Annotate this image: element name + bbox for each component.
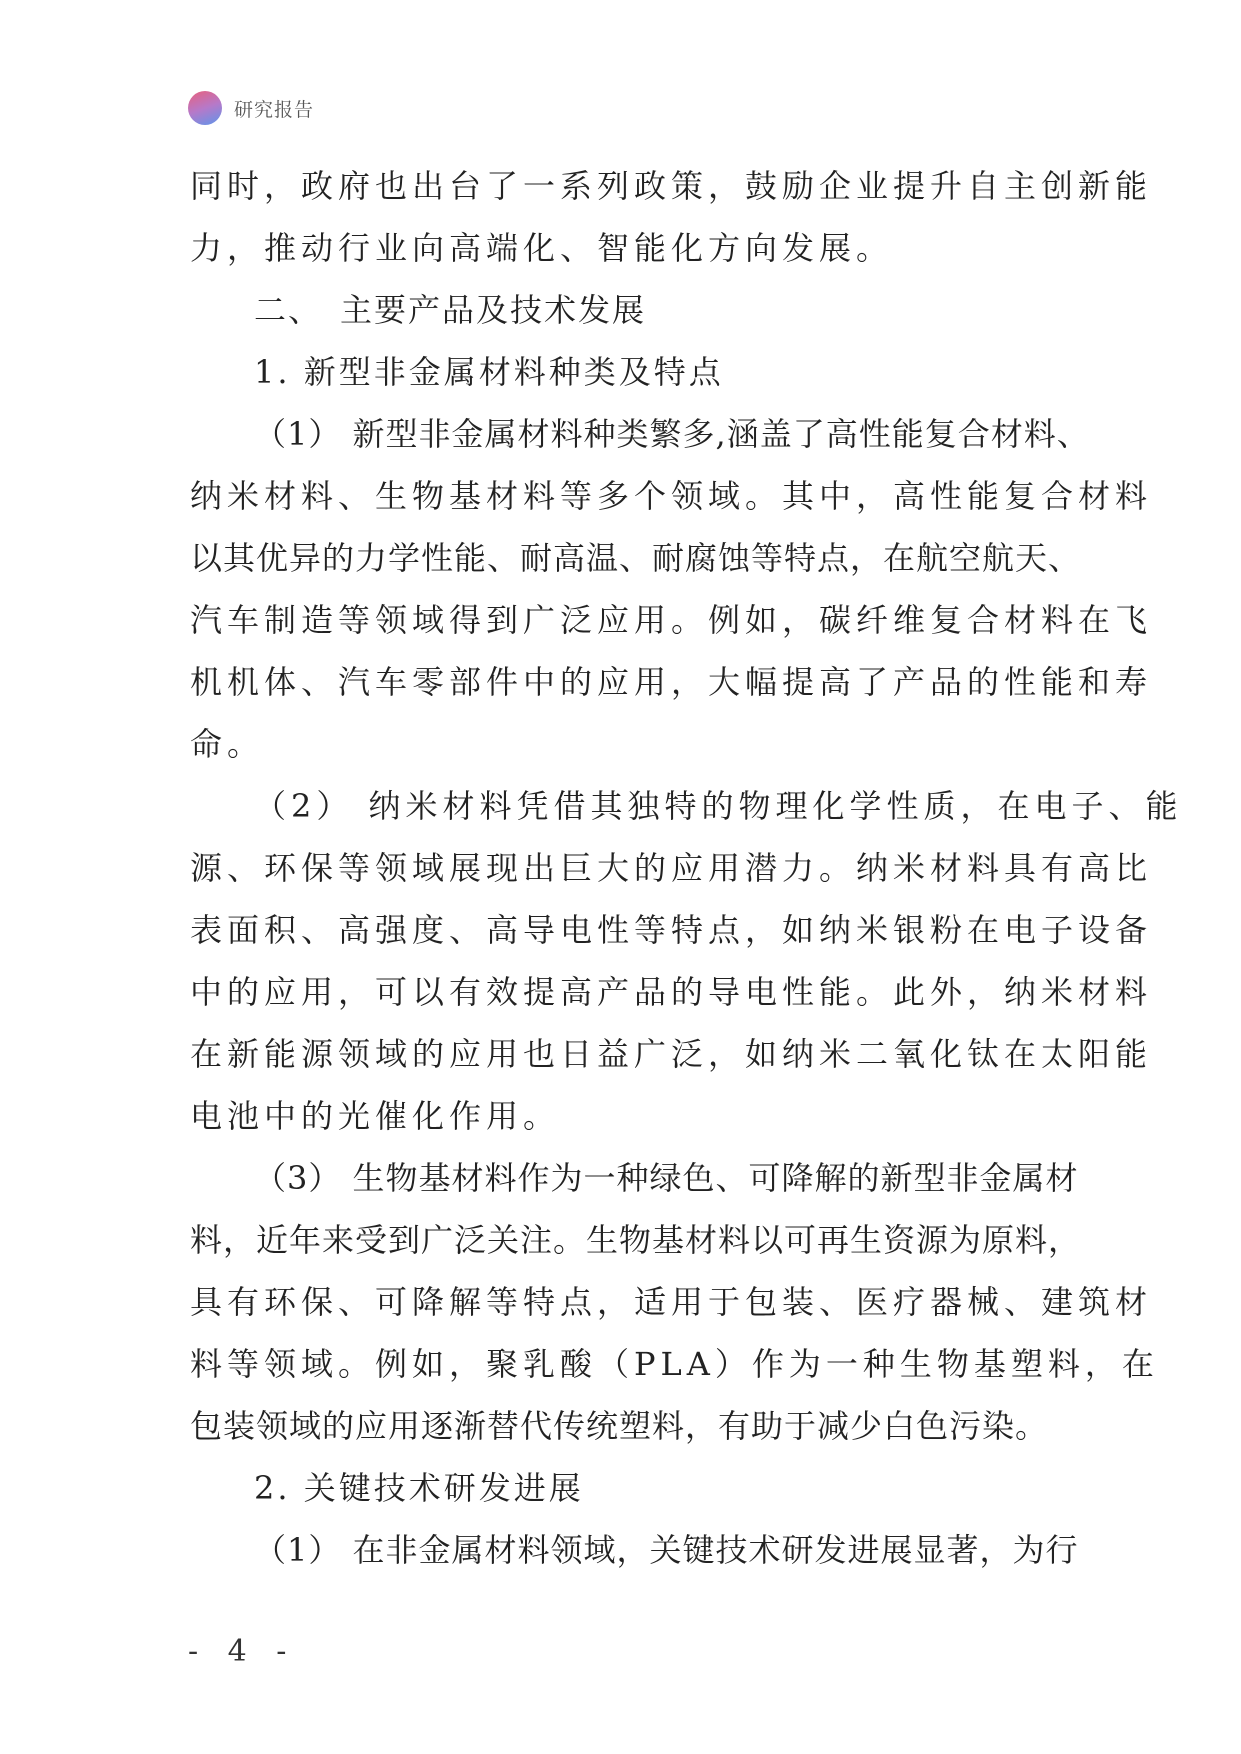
paragraph-line: 料，近年来受到广泛关注。生物基材料以可再生资源为原料， bbox=[190, 1221, 1082, 1259]
paragraph-line: 料等领域。例如，聚乳酸（PLA）作为一种生物基塑料，在 bbox=[190, 1345, 1159, 1383]
header-title: 研究报告 bbox=[234, 98, 315, 121]
paragraph-line: （1） 在非金属材料领域，关键技术研发进展显著，为行 bbox=[254, 1531, 1079, 1569]
paragraph-line: （2） 纳米材料凭借其独特的物理化学性质，在电子、能 bbox=[254, 787, 1183, 825]
paragraph-line: 具有环保、可降解等特点，适用于包装、医疗器械、建筑材 bbox=[190, 1283, 1153, 1321]
paragraph-line: 汽车制造等领域得到广泛应用。例如，碳纤维复合材料在飞 bbox=[190, 601, 1153, 639]
paragraph-line: 命。 bbox=[190, 725, 265, 763]
gradient-circle-logo-icon bbox=[188, 91, 222, 125]
paragraph-line: 纳米材料、生物基材料等多个领域。其中，高性能复合材料 bbox=[190, 477, 1153, 515]
paragraph-line: 中的应用，可以有效提高产品的导电性能。此外，纳米材料 bbox=[190, 973, 1153, 1011]
paragraph-line: （3） 生物基材料作为一种绿色、可降解的新型非金属材 bbox=[254, 1159, 1079, 1197]
section-heading: 二、 主要产品及技术发展 bbox=[254, 291, 647, 329]
paragraph-line: 在新能源领域的应用也日益广泛，如纳米二氧化钛在太阳能 bbox=[190, 1035, 1153, 1073]
page-number: - 4 - bbox=[188, 1634, 297, 1669]
paragraph-line: 机机体、汽车零部件中的应用，大幅提高了产品的性能和寿 bbox=[190, 663, 1153, 701]
paragraph-line: 力，推动行业向高端化、智能化方向发展。 bbox=[190, 229, 894, 267]
paragraph-line: 包装领域的应用逐渐替代传统塑料，有助于减少白色污染。 bbox=[190, 1407, 1049, 1445]
body-text bbox=[190, 155, 1183, 1581]
paragraph-line: 以其优异的力学性能、耐高温、耐腐蚀等特点，在航空航天、 bbox=[190, 539, 1082, 577]
subsection-heading: 2. 关键技术研发进展 bbox=[254, 1469, 584, 1507]
paragraph-line: 表面积、高强度、高导电性等特点，如纳米银粉在电子设备 bbox=[190, 911, 1153, 949]
subsection-heading: 1. 新型非金属材料种类及特点 bbox=[254, 353, 724, 391]
paragraph-line: 同时，政府也出台了一系列政策，鼓励企业提升自主创新能 bbox=[190, 167, 1153, 205]
paragraph-line: 电池中的光催化作用。 bbox=[190, 1097, 561, 1135]
report-header bbox=[188, 88, 314, 128]
paragraph-line: （1） 新型非金属材料种类繁多,涵盖了高性能复合材料、 bbox=[254, 415, 1090, 453]
paragraph-line: 源、环保等领域展现出巨大的应用潜力。纳米材料具有高比 bbox=[190, 849, 1153, 887]
